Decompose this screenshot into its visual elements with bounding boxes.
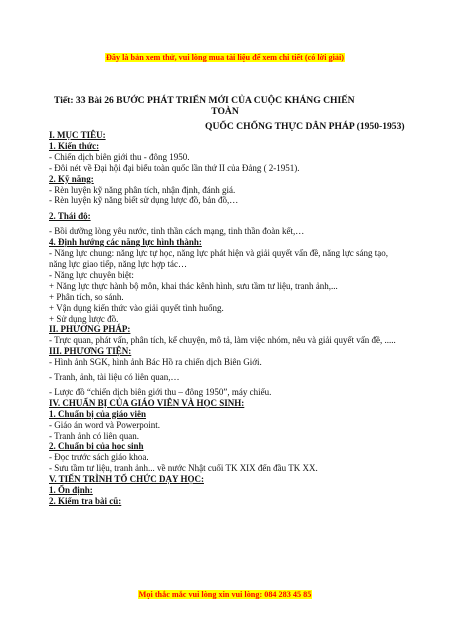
subheading-skills: 2. Kỹ năng:: [49, 173, 94, 184]
text-line: - Sưu tầm tư liệu, tranh ảnh... về nước Nhật cuối TK XIX đến đầu TK XX.: [49, 463, 318, 474]
section-heading-objectives: I. MỤC TIÊU:: [49, 130, 106, 140]
text-line: - Rèn luyện kỹ năng biết sử dụng lược đồ, bản đồ,…: [49, 195, 239, 206]
lesson-plan-body: [49, 130, 404, 507]
lesson-title-line-1: Tiết: 33 Bài 26 BƯỚC PHÁT TRIỂN MỚI CỦA CUỘC KHÁNG CHIẾN: [54, 95, 355, 106]
text-line: - Chiến dịch biên giới thu - đông 1950.: [49, 151, 190, 162]
preview-notice: [0, 53, 450, 62]
text-paragraph: - Năng lực chung: năng lực tự học, năng lực phát hiện và giải quyết vấn đề, năng lực sáng tạo, năng lực giao tiếp, năng lực hợp tác…: [49, 248, 389, 269]
text-line: + Năng lực thực hành bộ môn, khai thác kênh hình, sưu tầm tư liệu, tranh ảnh,...: [49, 280, 338, 291]
text-line: + Vận dụng kiến thức vào giải quyết tình huống.: [49, 302, 224, 313]
subheading-teacher-prep: 1. Chuẩn bị của giáo viên: [49, 408, 147, 419]
subheading-review: 2. Kiểm tra bài cũ:: [49, 496, 122, 506]
subheading-competencies: 4. Định hướng các năng lực hình thành:: [49, 237, 202, 248]
contact-notice: [0, 590, 450, 599]
text-line: + Phân tích, so sánh.: [49, 291, 124, 302]
text-line: - Hình ảnh SGK, hình ảnh Bác Hồ ra chiến dịch Biên Giới.: [49, 357, 262, 368]
text-line: + Sử dụng lược đồ.: [49, 313, 119, 324]
text-line: - Năng lực chuyên biệt:: [49, 269, 134, 280]
text-line: - Rèn luyện kỹ năng phân tích, nhận định, đánh giá.: [49, 184, 236, 195]
text-line: - Tranh ảnh có liên quan.: [49, 430, 139, 441]
text-line: - Tranh, ảnh, tài liệu có liên quan,…: [49, 372, 180, 383]
subheading-student-prep: 2. Chuẩn bị của học sinh: [49, 441, 144, 452]
contact-notice-text: Mọi thắc mắc vui lòng xin vui lòng: 084 283 45 85: [138, 590, 312, 599]
text-paragraph: - Trực quan, phát vấn, phân tích, kể chuyện, mô tả, làm việc nhóm, nêu và giải quyết vấn đề, .....: [49, 335, 396, 346]
text-line: - Đọc trước sách giáo khoa.: [49, 452, 149, 463]
text-line: - Đôi nét về Đại hội đại biểu toàn quốc lần thứ II của Đảng ( 2-1951).: [49, 162, 300, 173]
text-line: - Bồi dưỡng lòng yêu nước, tinh thần cách mạng, tinh thần đoàn kết,…: [49, 226, 305, 237]
subheading-stabilize: 1. Ổn định:: [49, 485, 93, 496]
section-heading-procedure: V. TIẾN TRÌNH TỔ CHỨC DẠY HỌC:: [49, 474, 204, 485]
subheading-knowledge: 1. Kiến thức:: [49, 140, 100, 151]
subheading-attitude: 2. Thái độ:: [49, 211, 91, 222]
section-heading-materials: III. PHƯƠNG TIỆN:: [49, 346, 132, 357]
lesson-title-line-2: TOÀN: [211, 106, 239, 117]
section-heading-methods: II. PHƯƠNG PHÁP:: [49, 324, 131, 335]
preview-notice-text: Đây là bản xem thử, vui lòng mua tài liệu để xem chi tiết (có lời giải): [105, 53, 344, 62]
text-line: - Lược đồ “chiến dịch biên giới thu – đông 1950”, máy chiếu.: [49, 386, 272, 397]
section-heading-preparation: IV. CHUẨN BỊ CỦA GIÁO VIÊN VÀ HỌC SINH:: [49, 397, 245, 408]
text-line: - Giáo án word và Powerpoint.: [49, 419, 160, 430]
lesson-title-line-3: QUỐC CHỐNG THỰC DÂN PHÁP (1950-1953): [205, 121, 405, 132]
